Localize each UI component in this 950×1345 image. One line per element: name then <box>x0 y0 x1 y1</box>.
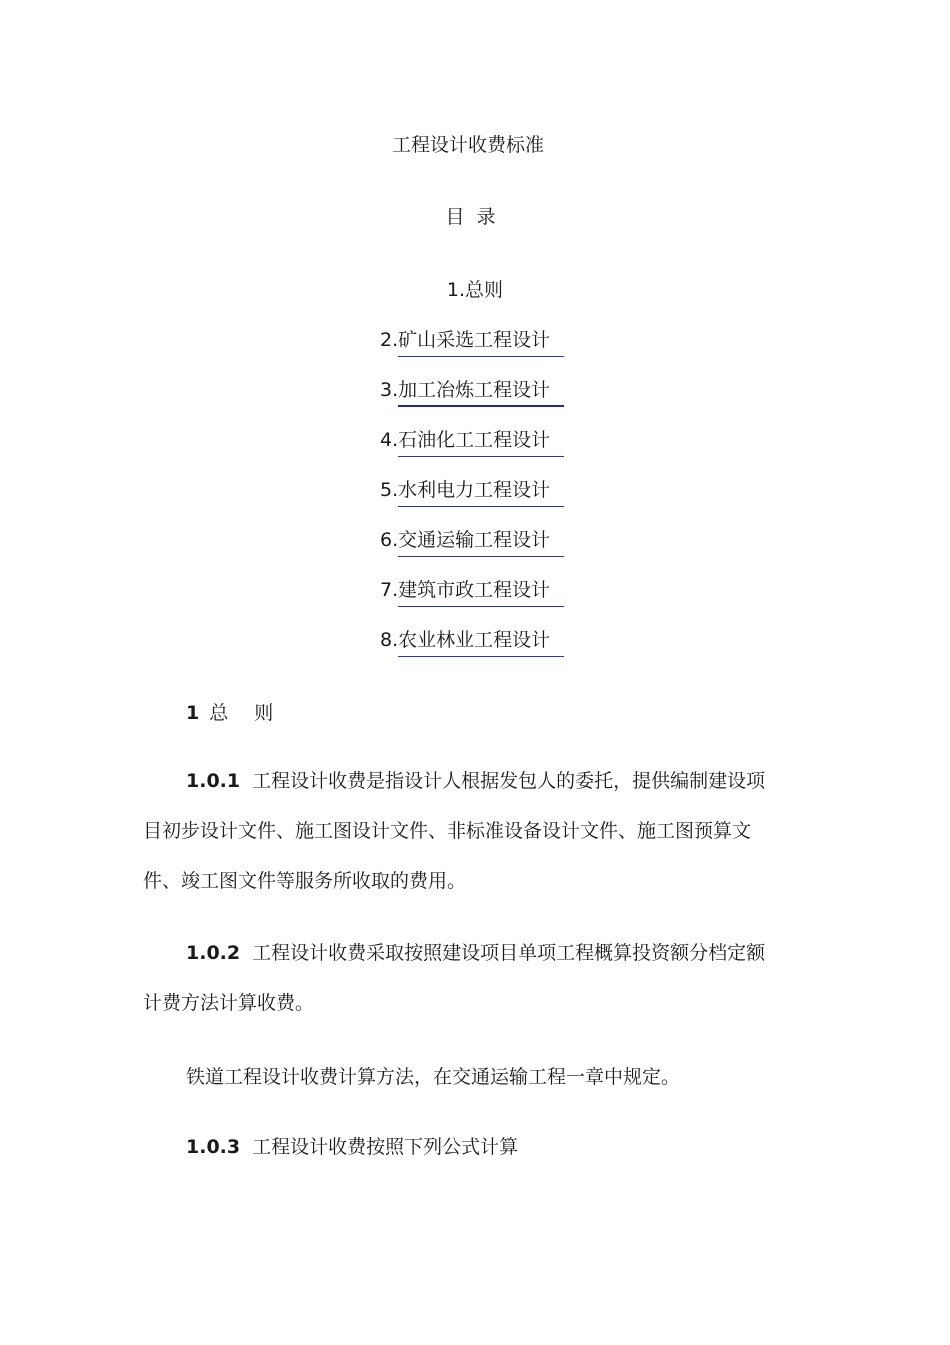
toc-item-number: 8. <box>380 629 399 651</box>
toc-item-transport[interactable] <box>380 525 564 551</box>
toc-item-hydropower[interactable] <box>380 475 564 501</box>
toc-item-construction[interactable] <box>380 575 564 601</box>
paragraph-text: 工程设计收费是指设计人根据发包人的委托，提供编制建设项目初步设计文件、施工图设计文件、非标准设备设计文件、施工图预算文件、竣工图文件等服务所收取的费用。 <box>143 770 766 892</box>
toc-link-petrochemical[interactable]: 石油化工工程设计 <box>398 425 564 452</box>
clause-number: 1.0.1 <box>186 770 241 792</box>
toc-item-number: 3. <box>380 379 399 401</box>
paragraph-1-0-2 <box>143 928 783 1028</box>
section-heading <box>186 698 283 725</box>
paragraph-railway-note <box>143 1052 783 1102</box>
document-title: 工程设计收费标准 <box>391 134 544 156</box>
toc-heading: 目 录 <box>445 206 499 228</box>
toc-link-hydropower[interactable]: 水利电力工程设计 <box>398 475 564 502</box>
toc-item-mining[interactable] <box>380 325 564 351</box>
toc-link-agriculture[interactable]: 农业林业工程设计 <box>398 625 564 652</box>
toc-item-smelting[interactable] <box>380 375 564 401</box>
paragraph-text: 工程设计收费采取按照建设项目单项工程概算投资额分档定额计费方法计算收费。 <box>143 942 766 1014</box>
paragraph-1-0-3 <box>143 1122 783 1172</box>
section-title: 总 则 <box>209 702 284 724</box>
clause-number: 1.0.2 <box>186 942 241 964</box>
toc-link-transport[interactable]: 交通运输工程设计 <box>398 525 564 552</box>
toc-item-number: 4. <box>380 429 399 451</box>
paragraph-text: 铁道工程设计收费计算方法，在交通运输工程一章中规定。 <box>186 1066 681 1088</box>
toc-item-number: 2. <box>380 329 399 351</box>
toc-link-smelting[interactable]: 加工冶炼工程设计 <box>398 375 564 402</box>
toc-item-general[interactable]: 1.总则 <box>446 279 504 301</box>
toc-item-number: 5. <box>380 479 399 501</box>
toc-link-construction[interactable]: 建筑市政工程设计 <box>398 575 564 602</box>
toc-item-petrochemical[interactable] <box>380 425 564 451</box>
toc-item-agriculture[interactable] <box>380 625 564 651</box>
clause-number: 1.0.3 <box>186 1136 241 1158</box>
toc-link-mining[interactable]: 矿山采选工程设计 <box>398 325 564 352</box>
toc-item-number: 6. <box>380 529 399 551</box>
section-number: 1 <box>186 702 200 724</box>
paragraph-1-0-1 <box>143 756 783 906</box>
paragraph-text: 工程设计收费按照下列公式计算 <box>252 1136 519 1158</box>
toc-item-number: 7. <box>380 579 399 601</box>
